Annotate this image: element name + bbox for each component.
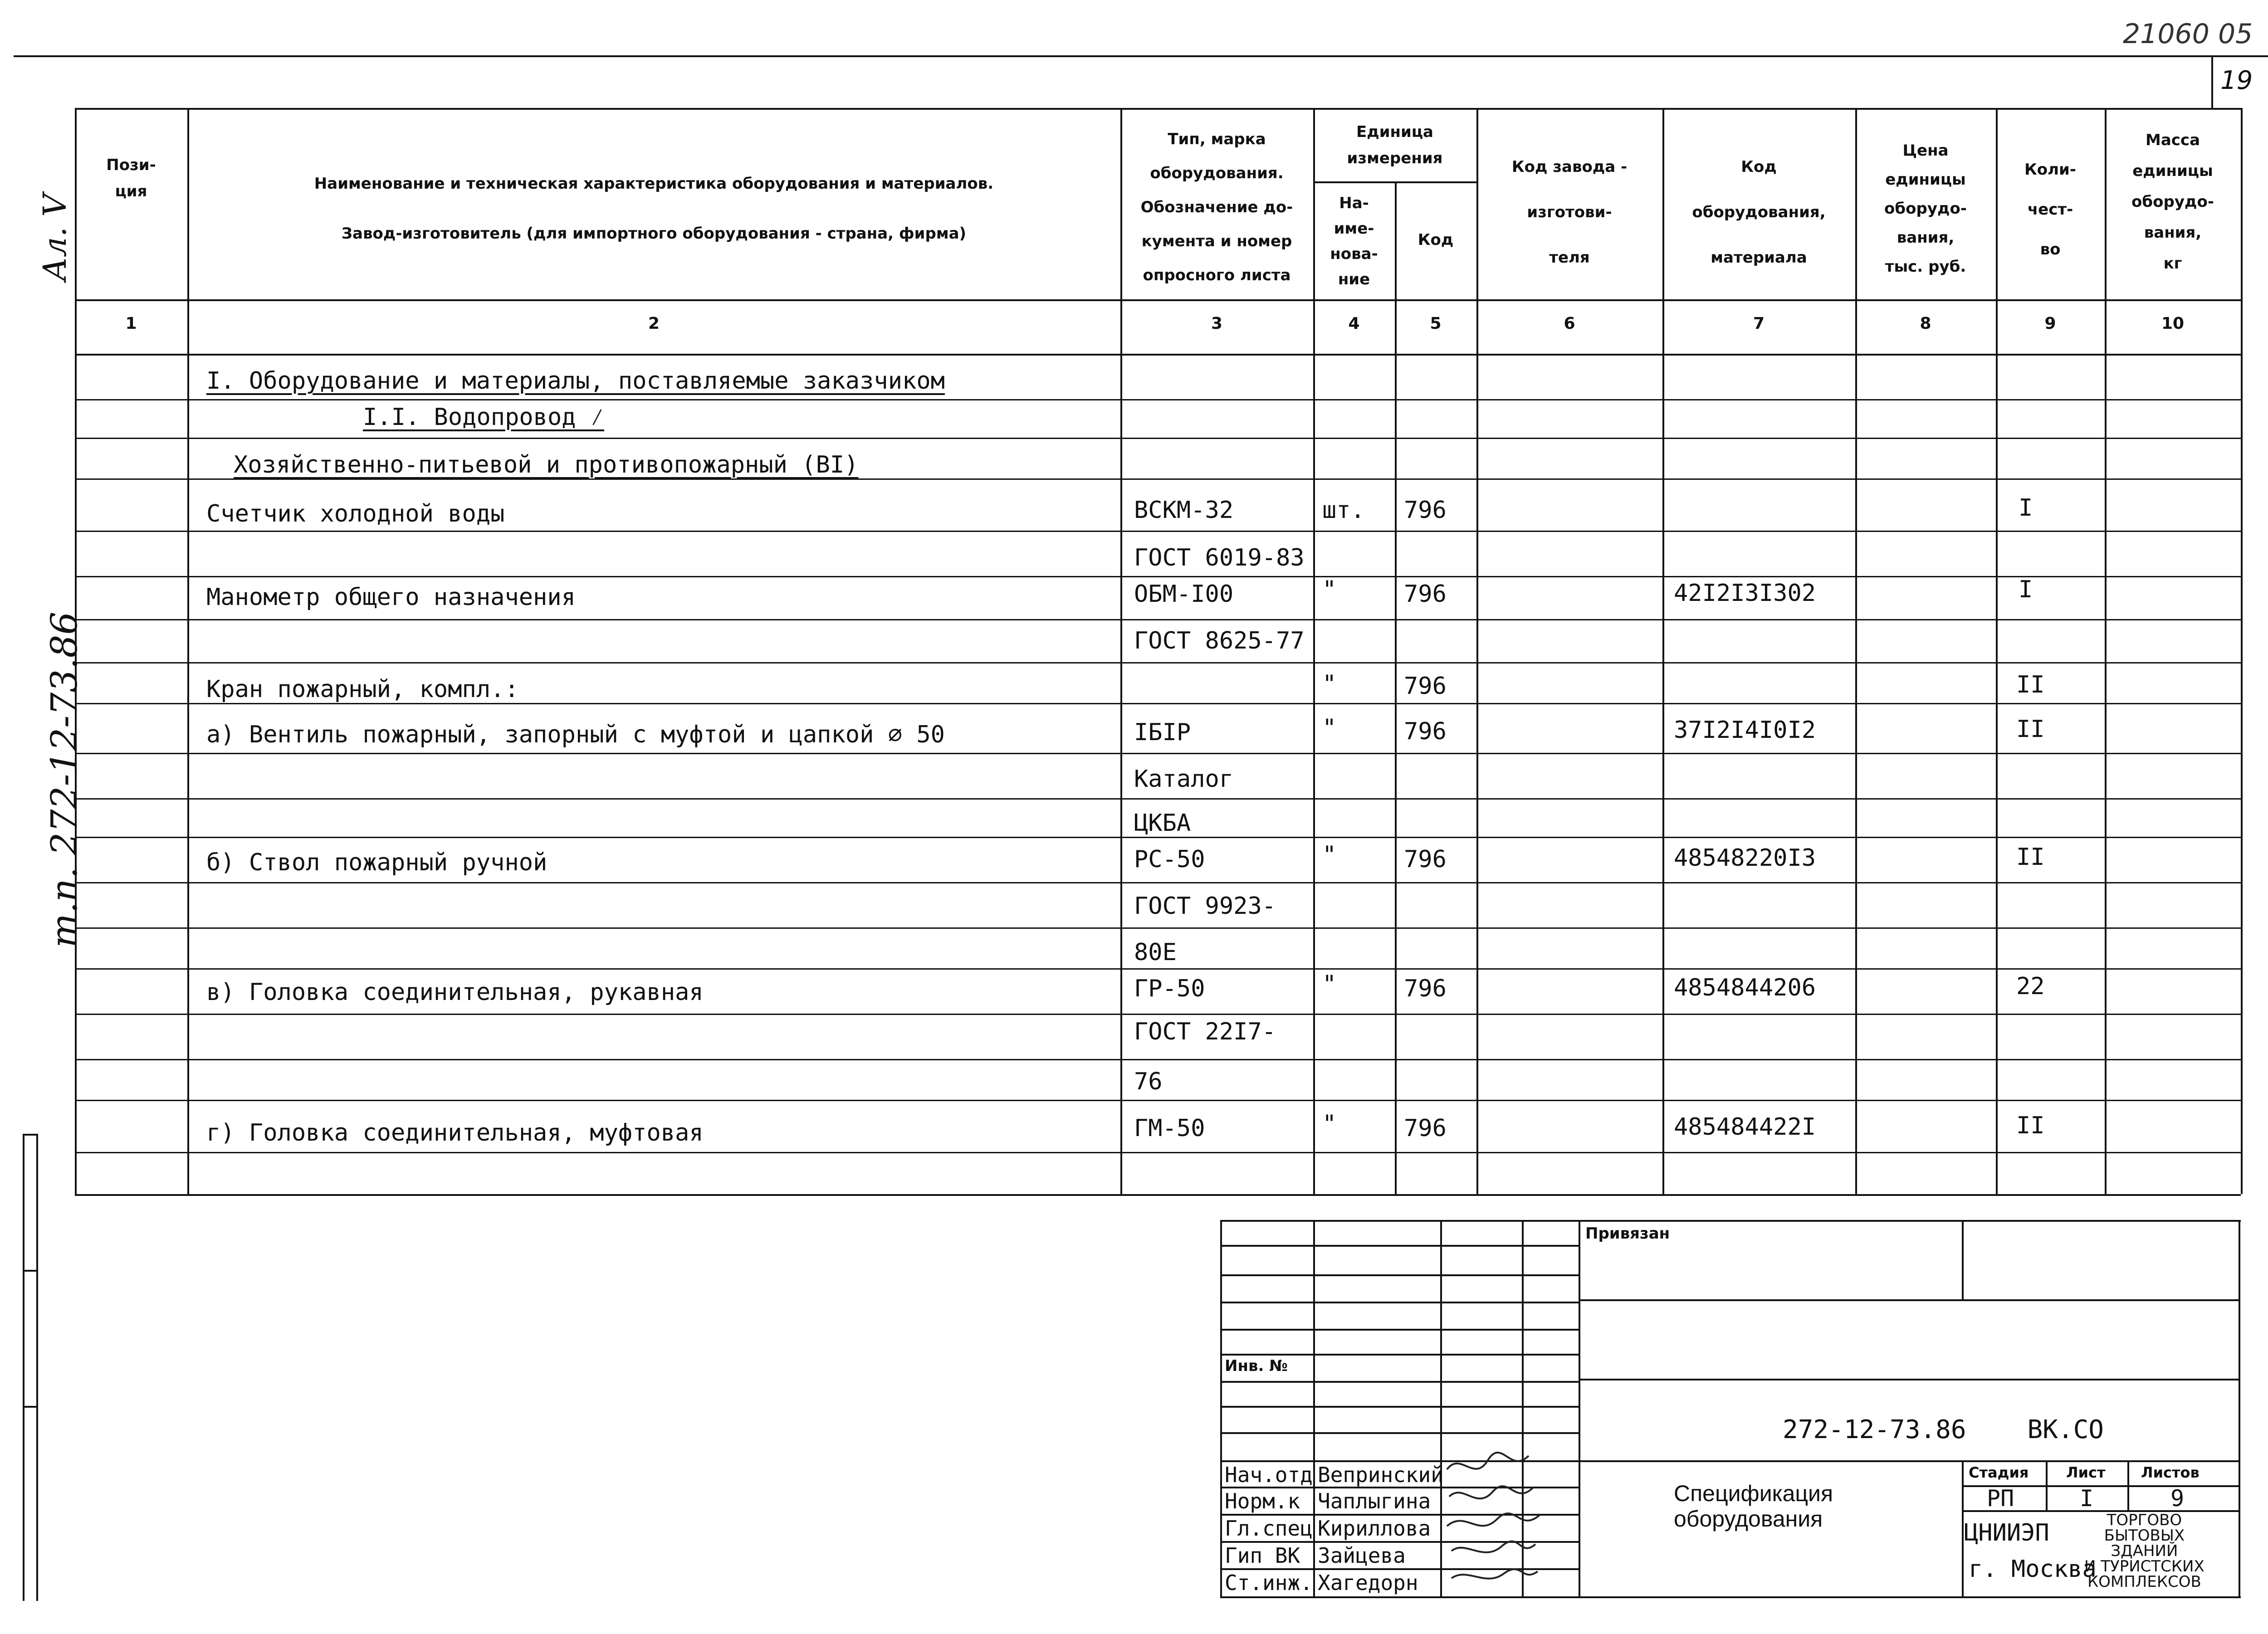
stamp-r-h3: [1579, 1460, 2239, 1462]
row-14-name: в) Головка соединительная, рукавная: [206, 979, 704, 1006]
org-name: ЦНИИЭП: [1964, 1519, 2049, 1546]
org-subtitle: ТОРГОВО БЫТОВЫХ ЗДАНИЙ И ТУРИСТСКИХ КОМПЛЕКСОВ: [2084, 1511, 2204, 1591]
signer-name-1: Вепринский: [1318, 1463, 1443, 1487]
colnum-10: 10: [2161, 314, 2185, 333]
binding-strip-sep-3: [23, 1406, 36, 1408]
row-7-unit: ": [1322, 670, 1337, 697]
row-8-equip: 37I2I4I0I2: [1674, 717, 1816, 744]
stamp-h4: [1220, 1329, 1579, 1331]
subsection-heading: [363, 404, 604, 432]
project-code-label: т.п. 272-12-73.86: [43, 611, 85, 948]
row-11-type: РС-50: [1134, 846, 1205, 873]
sheets-label: Листов: [2141, 1464, 2200, 1481]
row-14-code: 796: [1404, 975, 1447, 1002]
row-3-name: Счетчик холодной воды: [206, 500, 505, 527]
row-line-13: [75, 968, 2241, 970]
colnum-6: 6: [1564, 314, 1575, 333]
row-line-8: [75, 753, 2241, 754]
row-line-6: [75, 662, 2241, 663]
binding-strip-line-2: [36, 1134, 38, 1601]
row-line-11: [75, 882, 2241, 883]
sheet-label: Лист: [2066, 1464, 2106, 1481]
row-11-name: б) Ствол пожарный ручной: [206, 849, 547, 876]
row-16-type: 76: [1134, 1068, 1163, 1095]
subsection-label: I.I. Водопровод ⁄: [363, 404, 605, 431]
row-8-unit: ": [1322, 714, 1337, 741]
stamp-bottom: [1220, 1596, 2241, 1598]
top-page-number: 21060 05: [2123, 18, 2253, 50]
stage-value: РП: [1987, 1485, 2014, 1512]
stamp-r-h2: [1579, 1379, 2239, 1380]
colnum-1: 1: [125, 314, 137, 333]
row-8-name: а) Вентиль пожарный, запорный с муфтой и цапкой ∅ 50: [206, 721, 945, 748]
row-line-9: [75, 798, 2241, 800]
header-unit-group: Единица измерения: [1347, 123, 1443, 167]
row-11-unit: ": [1322, 841, 1337, 868]
row-line-12: [75, 927, 2241, 929]
signer-name-4: Зайцева: [1318, 1543, 1406, 1568]
header-name: Наименование и техническая характеристика оборудования и материалов. Завод-изготовитель (для импортного оборудования - страна, фирма): [314, 175, 994, 243]
row-line-10: [75, 837, 2241, 838]
stamp-v2: [1440, 1220, 1442, 1596]
stamp-r-h1: [1579, 1299, 2239, 1301]
row-line-2: [75, 478, 2241, 480]
row-6-type: ГОСТ 8625-77: [1134, 627, 1305, 654]
stamp-h6: [1220, 1381, 1579, 1383]
row-5-code: 796: [1404, 580, 1447, 608]
row-14-qty: 22: [2016, 973, 2045, 1000]
signer-role-4: Гип ВК: [1225, 1543, 1300, 1568]
row-11-code: 796: [1404, 846, 1447, 873]
row-17-unit: ": [1322, 1110, 1337, 1137]
stamp-r-v-stage: [2046, 1460, 2048, 1510]
header-position: Пози- ция: [106, 156, 156, 200]
section-heading: I. Оборудование и материалы, поставляемые заказчиком: [206, 367, 945, 395]
col-border-0: [75, 108, 77, 1194]
stamp-r-v-privyazan: [1962, 1220, 1964, 1299]
colnum-8: 8: [1920, 314, 1931, 333]
stamp-top: [1220, 1220, 2241, 1222]
sheet-number: 19: [2220, 66, 2253, 95]
colnum-9: 9: [2044, 314, 2056, 333]
album-label: Ал. V: [36, 194, 73, 281]
table-top: [75, 108, 2241, 110]
row-line-1: [75, 438, 2241, 439]
row-5-unit: ": [1322, 576, 1337, 603]
binding-strip-line-1: [23, 1134, 24, 1601]
signer-role-1: Нач.отд: [1225, 1463, 1313, 1487]
signer-name-2: Чаплыгина: [1318, 1489, 1431, 1513]
colnum-4: 4: [1348, 314, 1360, 333]
stamp-h5: [1220, 1354, 1579, 1356]
header-factory-code: Код завода - изготови- теля: [1511, 158, 1628, 267]
row-5-qty: I: [2019, 576, 2033, 603]
row-7-code: 796: [1404, 673, 1447, 700]
colnum-7: 7: [1753, 314, 1765, 333]
row-17-qty: II: [2016, 1112, 2045, 1139]
row-line-17: [75, 1152, 2241, 1153]
signer-role-2: Норм.к: [1225, 1489, 1300, 1513]
row-7-qty: II: [2016, 671, 2045, 698]
handwritten-signatures: [1442, 1442, 1547, 1596]
row-12-type: ГОСТ 9923-: [1134, 893, 1276, 920]
row-9-type: Каталог: [1134, 766, 1234, 793]
row-8-qty: II: [2016, 716, 2045, 743]
stamp-doc-code: 272-12-73.86 ВК.СО: [1783, 1415, 2104, 1444]
row-10-type: ЦКБА: [1134, 810, 1191, 837]
colnum-3: 3: [1211, 314, 1223, 333]
row-3-type: ВСКМ-32: [1134, 497, 1234, 524]
stamp-h7: [1220, 1406, 1579, 1408]
header-unit-name: На- име- нова- ние: [1330, 194, 1378, 288]
header-mass: Масса единицы оборудо- вания, кг: [2131, 131, 2214, 273]
stage-label: Стадия: [1969, 1464, 2029, 1481]
stamp-r-v-title: [1962, 1460, 1964, 1596]
stamp-right: [2239, 1220, 2240, 1596]
row-line-7: [75, 703, 2241, 704]
col-border-8: [1996, 108, 1998, 1194]
row-line-14: [75, 1014, 2241, 1015]
row-11-qty: II: [2016, 844, 2045, 871]
row-17-code: 796: [1404, 1115, 1447, 1142]
row-line-15: [75, 1059, 2241, 1060]
sheet-box-left: [2211, 55, 2213, 110]
row-14-type: ГР-50: [1134, 975, 1205, 1002]
sheet-value: I: [2080, 1485, 2094, 1512]
row-17-type: ГМ-50: [1134, 1115, 1205, 1142]
row-3-unit: шт.: [1322, 497, 1365, 524]
row-3-code: 796: [1404, 497, 1447, 524]
row-4-type: ГОСТ 6019-83: [1134, 544, 1305, 571]
row-5-equip: 42I2I3I302: [1674, 580, 1816, 607]
header-price: Цена единицы оборудо- вания, тыс. руб.: [1884, 141, 1967, 276]
stamp-divider: [1579, 1220, 1580, 1596]
stamp-title: Спецификация оборудования: [1674, 1481, 1833, 1532]
binding-strip-sep-1: [23, 1134, 36, 1136]
sheets-value: 9: [2170, 1485, 2185, 1512]
row-14-equip: 4854844206: [1674, 974, 1816, 1001]
row-line-16: [75, 1100, 2241, 1101]
colnum-2: 2: [648, 314, 660, 333]
row-8-type: IБIР: [1134, 719, 1191, 746]
signer-name-3: Кириллова: [1318, 1516, 1431, 1541]
header-quantity: Коли- чест- во: [2024, 161, 2076, 259]
stamp-v1: [1313, 1220, 1315, 1596]
row-line-5: [75, 619, 2241, 620]
row-3-qty: I: [2019, 494, 2033, 522]
org-city: г. Москва: [1969, 1556, 2097, 1583]
row-5-type: ОБМ-I00: [1134, 580, 1234, 608]
system-heading: Хозяйственно-питьевой и противопожарный (BI): [234, 451, 859, 478]
row-17-name: г) Головка соединительная, муфтовая: [206, 1119, 704, 1146]
inv-number-label: Инв. №: [1225, 1357, 1288, 1375]
stamp-h3: [1220, 1302, 1579, 1303]
header-equipment-code: Код оборудования, материала: [1692, 158, 1826, 267]
row-13-type: 80Е: [1134, 939, 1177, 966]
privyazan-label: Привязан: [1585, 1224, 1670, 1243]
binding-strip-sep-2: [23, 1270, 36, 1272]
header-unit-code: Код: [1418, 231, 1454, 249]
stamp-left: [1220, 1220, 1222, 1596]
colnum-bottom: [75, 354, 2241, 356]
table-bottom: [75, 1194, 2241, 1196]
col-border-4: [1395, 181, 1397, 1194]
signer-name-5: Хагедорн: [1318, 1571, 1418, 1595]
stamp-h1: [1220, 1245, 1579, 1247]
top-frame-line: [14, 55, 2268, 57]
stamp-h8: [1220, 1432, 1579, 1434]
row-line-4: [75, 576, 2241, 577]
header-bottom: [75, 299, 2241, 301]
row-8-code: 796: [1404, 718, 1447, 745]
header-type: Тип, марка оборудования. Обозначение до- кумента и номер опросного листа: [1140, 130, 1293, 284]
row-17-equip: 485484422I: [1674, 1113, 1816, 1141]
signer-role-3: Гл.спец: [1225, 1516, 1313, 1541]
col-border-1: [187, 108, 189, 1194]
col-border-10: [2241, 108, 2243, 1194]
row-11-equip: 48548220I3: [1674, 844, 1816, 872]
row-line-0: [75, 399, 2241, 400]
row-5-name: Манометр общего назначения: [206, 584, 576, 611]
stamp-h2: [1220, 1274, 1579, 1276]
signer-role-5: Ст.инж.: [1225, 1571, 1313, 1595]
colnum-5: 5: [1430, 314, 1442, 333]
row-14-unit: ": [1322, 971, 1337, 998]
row-7-name: Кран пожарный, компл.:: [206, 676, 519, 703]
stamp-r-v-sheet: [2127, 1460, 2129, 1510]
row-line-3: [75, 531, 2241, 532]
row-15-type: ГОСТ 22I7-: [1134, 1018, 1276, 1045]
